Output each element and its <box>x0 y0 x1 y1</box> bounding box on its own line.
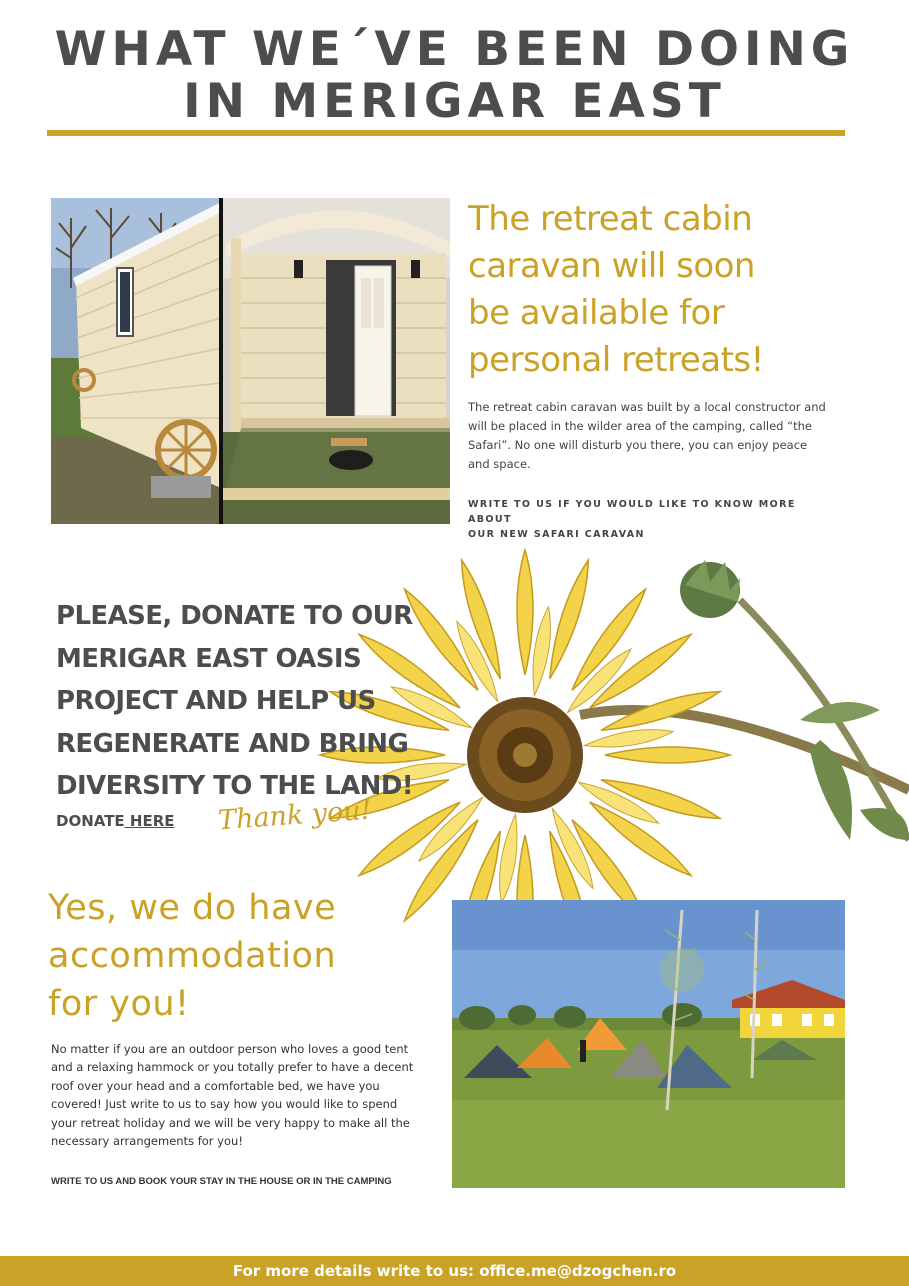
donate-line <box>56 812 175 830</box>
accommodation-text-line: your retreat holiday and we will be very happy to make all the <box>51 1115 410 1130</box>
accommodation-heading-line: Yes, we do have <box>48 888 337 928</box>
caravan-text-line: and space. <box>468 457 531 471</box>
accommodation-call-to-action: WRITE TO US AND BOOK YOUR STAY IN THE HOUSE OR IN THE CAMPING <box>51 1176 392 1187</box>
accommodation-text-line: roof over your head and a comfortable bed, we have you <box>51 1078 380 1093</box>
caravan-heading-line: caravan will soon <box>468 246 755 286</box>
accommodation-heading-line: accommodation <box>48 936 337 976</box>
accommodation-text-line: necessary arrangements for you! <box>51 1134 243 1149</box>
donate-here-link[interactable]: HERE <box>124 812 175 830</box>
title-line-1: WHAT WE´VE BEEN DOING <box>54 22 855 77</box>
caravan-call-to-action <box>468 497 828 542</box>
thank-you-script: Thank you! <box>217 794 373 837</box>
donate-heading-line: DIVERSITY TO THE LAND! <box>56 771 414 801</box>
caravan-text-line: Safari”. No one will disturb you there, you can enjoy peace <box>468 438 808 452</box>
footer-contact-text[interactable]: For more details write to us: office.me@dzogchen.ro <box>232 1262 677 1280</box>
title-line-2: IN MERIGAR EAST <box>183 74 726 129</box>
caravan-text-line: The retreat cabin caravan was built by a local constructor and <box>468 400 826 414</box>
cabin-caravan-photo <box>51 198 450 524</box>
page-title <box>0 24 909 128</box>
accommodation-text-line: covered! Just write to us to say how you would like to spend <box>51 1097 398 1112</box>
camping-photo <box>452 900 845 1188</box>
donate-heading-line: MERIGAR EAST OASIS <box>56 643 362 674</box>
caravan-heading-line: be available for <box>468 293 725 333</box>
accommodation-heading <box>48 884 428 1028</box>
footer-bar <box>0 1256 909 1286</box>
title-divider <box>47 130 845 136</box>
accommodation-text-line: No matter if you are an outdoor person who loves a good tent <box>51 1042 409 1056</box>
accommodation-description <box>51 1040 423 1150</box>
accommodation-heading-line: for you! <box>48 984 190 1024</box>
donate-heading-line: PLEASE, DONATE TO OUR <box>56 601 413 631</box>
caravan-cta-line: WRITE TO US IF YOU WOULD LIKE TO KNOW MORE ABOUT <box>468 499 796 525</box>
donate-label: DONATE <box>56 812 125 830</box>
caravan-heading-line: The retreat cabin <box>468 199 753 239</box>
accommodation-text-line: and a relaxing hammock or you totally prefer to have a decent <box>51 1060 414 1075</box>
donate-heading-line: PROJECT AND HELP US <box>56 686 376 716</box>
caravan-description <box>468 398 838 474</box>
caravan-heading-line: personal retreats! <box>468 340 764 380</box>
donate-heading-line: REGENERATE AND BRING <box>56 728 409 759</box>
caravan-text-line: will be placed in the wilder area of the camping, called “the <box>468 419 812 433</box>
donate-heading <box>56 595 436 808</box>
caravan-cta-line: OUR NEW SAFARI CARAVAN <box>468 529 645 540</box>
caravan-heading <box>468 196 848 384</box>
